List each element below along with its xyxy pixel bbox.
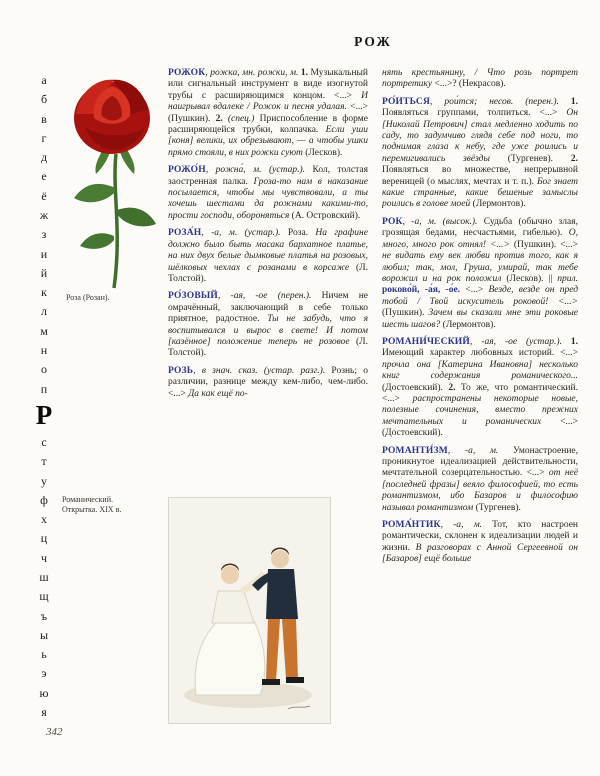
- alphabet-letter-ь: ь: [41, 647, 47, 662]
- dictionary-entry: [382, 217, 578, 331]
- dictionary-entry: [382, 337, 578, 440]
- dictionary-entry: [168, 165, 368, 222]
- entry-text-run: Приспособление в форме расширяющейся трубки, колпачка.: [168, 113, 368, 136]
- entry-text-run: (Тургенев).: [473, 502, 521, 513]
- alphabet-letter-с: с: [41, 435, 47, 450]
- entry-text-run: (Л. Толстой).: [168, 336, 368, 359]
- entry-headword: РОК: [382, 216, 403, 227]
- entry-text-run: Ты не забудь, что я воспитывался и вырос в свете! И потом [казённое] положение теперь не розовое: [168, 314, 368, 347]
- alphabet-letter-ш: ш: [39, 570, 49, 585]
- alphabet-letter-ч: ч: [40, 550, 48, 565]
- alphabet-letter-ж: ж: [39, 207, 49, 222]
- entry-text-run: , рожна́, м. (устар.).: [205, 165, 313, 176]
- entry-text-run: В разговорах с Анной Сергеевной он [Базаров] ещё больше: [382, 542, 578, 565]
- entry-text-run: Бог знает какие странные, какие бешеные замыслы роились в голове моей: [382, 176, 578, 210]
- alphabet-letter-д: д: [40, 150, 48, 165]
- alphabet-letter-э: э: [41, 666, 47, 681]
- entry-text-run: прил.: [557, 273, 578, 284]
- entry-text-run: Тот, кто настроен романтически, склонен к идеализации людей и жизни.: [382, 520, 578, 553]
- entry-text-run: 1.: [570, 96, 578, 107]
- entry-headword: РОЗЬ: [168, 365, 194, 376]
- entry-text-run: 1.: [570, 336, 578, 347]
- entry-text-run: (Достоевский).: [382, 382, 449, 393]
- entry-text-run: , -ая, -ое (устар.).: [469, 336, 571, 347]
- entry-text-run: , -а, м. (высок.).: [402, 216, 484, 227]
- entry-text-run: роково́й, -а́я, -о́е.: [382, 285, 461, 296]
- entry-text-run: Умонастроение, проникнутое идеализацией действительности, мечтательной созерцательностью. <...>: [382, 445, 578, 479]
- rose-image: [54, 70, 168, 290]
- alphabet-letter-ф: ф: [40, 492, 48, 507]
- alphabet-letter-н: н: [40, 342, 48, 357]
- entry-headword: РОЖО́К: [168, 68, 206, 78]
- dictionary-entry: [168, 228, 368, 285]
- entry-text-run: (Пушкин).: [382, 308, 429, 319]
- entry-headword: РОМА́НТИК: [382, 520, 441, 531]
- dictionary-entry: [382, 446, 578, 514]
- alphabet-letter-ц: ц: [40, 531, 48, 546]
- entry-text-run: 1.: [300, 68, 311, 78]
- entry-text-run: распространены некоторые новые, полезные сочинения, вместо прежних мечтательных и романических: [382, 393, 578, 427]
- entry-text-run: , -а, м. (устар.).: [201, 228, 288, 239]
- entry-text-run: , -а, м.: [447, 445, 513, 456]
- alphabet-letter-а: а: [41, 73, 47, 87]
- alphabet-letter-о: о: [41, 362, 47, 377]
- entry-headword: РОЖО́Н: [168, 165, 206, 176]
- entry-text-run: Он [Николай Петрович] стал медленно ходить по саду, то задумчиво глядя себе под ноги, то поднимая глаза к небу, где уже роились и перемигивались звёзды: [382, 108, 578, 164]
- rose-illustration: [54, 70, 168, 290]
- entry-headword: РОМАНИ́ЧЕСКИЙ: [382, 336, 470, 347]
- alphabet-letter-й: й: [40, 265, 48, 280]
- entry-text-run: (Тургенев).: [489, 153, 571, 164]
- entry-text-run: Появляться во множестве, непрерывной вереницей (о мыслях, мечтах и т. п.).: [382, 165, 578, 187]
- alphabet-letter-в: в: [41, 111, 47, 126]
- postcard-caption: [62, 495, 162, 515]
- entry-text-run: 2.: [215, 113, 228, 124]
- entry-text-run: (Пушкин). <...>: [509, 239, 578, 250]
- entry-text-run: от неё [последней фразы] веяло философией, то есть романтизмом, ибо Базаров и философию называл романтизмом: [382, 468, 578, 513]
- entry-text-run: <...>: [460, 285, 489, 296]
- left-column: [168, 68, 368, 496]
- entry-text-run: нять крестьянину, / Что розь портрет портретику: [382, 68, 578, 90]
- postcard-illustration: [168, 497, 331, 724]
- alphabet-letter-т: т: [41, 454, 47, 469]
- alphabet-letter-щ: щ: [39, 589, 49, 604]
- entry-text-run: Имеющий характер любовных историй. <...>: [382, 348, 578, 359]
- entry-text-run: Кол, толстая заостренная палка.: [168, 165, 368, 187]
- entry-text-run: (Лермонтов).: [440, 319, 496, 330]
- alphabet-letter-ы: ы: [39, 627, 49, 642]
- entry-text-run: 2.: [570, 153, 578, 164]
- alphabet-letter-л: л: [41, 304, 47, 319]
- entry-text-run: не видать ему век любви против того, как я любил; так, мол, Груша, умирай, так тебе ворожил и на рок положил: [382, 251, 578, 284]
- alphabet-letter-ё: ё: [41, 188, 47, 203]
- entry-text-run: , в знач. сказ. (устар. разг.).: [193, 365, 332, 376]
- entry-text-run: То же, что романтический. <...>: [382, 382, 578, 404]
- entry-headword: РОМАНТИ́ЗМ: [382, 445, 448, 456]
- page-header: РОЖ: [354, 34, 392, 49]
- entry-text-run: (Лесков). ||: [501, 273, 558, 284]
- alphabet-letter-у: у: [41, 473, 47, 488]
- entry-text-run: , -а, м.: [440, 520, 493, 531]
- dictionary-entry: [382, 68, 578, 91]
- entry-text-run: прочла она [Катерина Ивановна] несколько книг содержания романического...: [382, 359, 578, 382]
- entry-text-run: Ничем не омрачённый, заключающий в себе только приятное, радостное.: [168, 291, 368, 325]
- entry-text-run: О, много, много рок отнял! <...>: [382, 228, 578, 250]
- entry-text-run: Везде, везде он пред тобой / Твой искуситель роковой! <...>: [382, 285, 578, 307]
- dictionary-entry: [382, 520, 578, 566]
- alphabet-letter-и: и: [40, 246, 48, 261]
- entry-text-run: Гроза-то нам в наказание посылается, чтобы мы чувствовали, а ты хочешь шестами да рожнами какими-то, прости господи, обороняться: [168, 176, 368, 221]
- entry-text-run: Судьба (обычно злая, грозящая бедами, несчастьями, гибелью).: [382, 216, 578, 239]
- alphabet-letter-ю: ю: [39, 685, 49, 700]
- entry-text-run: Да как ещё по-: [188, 388, 248, 399]
- alphabet-letter-м: м: [40, 323, 48, 338]
- entry-text-run: (Л. Толстой).: [168, 262, 368, 284]
- entry-headword: РО́ЗОВЫЙ: [168, 291, 218, 302]
- alphabet-letter-п: п: [40, 381, 48, 396]
- entry-headword: РО́ИТЬСЯ: [382, 96, 431, 107]
- entry-text-run: <...> (Пушкин).: [168, 102, 368, 124]
- entry-text-run: (Лесков).: [302, 147, 343, 158]
- dictionary-entry: [168, 291, 368, 359]
- alphabet-letter-г: г: [41, 130, 47, 145]
- entry-text-run: На графине должно было быть масака бархатное платье, на них двух белые дымковые платья на розовых, шёлковых чехлах с розанами в корсаже: [168, 228, 368, 273]
- entry-text-run: , рои́тся; несов. (перен.).: [430, 96, 571, 107]
- dictionary-entry: [168, 366, 368, 400]
- alphabet-letter-ъ: ъ: [40, 608, 48, 623]
- postcard-image: [168, 497, 331, 724]
- dictionary-entry: [168, 68, 368, 159]
- alphabet-letter-б: б: [40, 92, 48, 107]
- page-number: 342: [46, 726, 63, 738]
- alphabet-letter-к: к: [41, 285, 47, 300]
- alphabet-letter-е: е: [41, 169, 47, 184]
- postcard-caption-line2: Открытка. XIX в.: [62, 505, 122, 514]
- entry-text-run: Роза.: [287, 228, 316, 239]
- entry-text-run: Появляться группами, толпиться. <...>: [382, 108, 567, 119]
- entry-text-run: (спец.): [227, 113, 260, 124]
- entry-text-run: Если уши [коня] велики, их обрезывают, — а чтобы ушки прямо стояли, в них рожки суют: [168, 125, 368, 158]
- alphabet-rail: [32, 74, 56, 718]
- entry-text-run: Музыкальный или сигнальный инструмент в виде изогнутой трубы с расширяющимся концом. <...>: [168, 68, 368, 101]
- entry-text-run: , рожка́, мн. рожки́, м.: [205, 68, 301, 78]
- entry-text-run: (А. Островский).: [289, 210, 361, 221]
- alphabet-letter-з: з: [41, 227, 47, 242]
- alphabet-letter-я: я: [41, 705, 47, 719]
- rose-caption: Роза (Розан).: [66, 293, 110, 302]
- entry-text-run: Рознь; о различии, разнице между кем-либо, чем-либо. <...>: [168, 365, 368, 399]
- entry-text-run: И наигрывал вдалеке / Рожок и песня удалая.: [168, 90, 368, 113]
- alphabet-letter-х: х: [41, 512, 47, 527]
- postcard-caption-line1: Романический.: [62, 495, 113, 504]
- entry-text-run: , -ая, -ое (перен.).: [218, 291, 322, 302]
- entry-headword: РОЗА́Н: [168, 228, 202, 239]
- alphabet-letter-Р: Р: [35, 399, 53, 430]
- entry-text-run: <...>? (Некрасов).: [432, 79, 506, 90]
- entry-text-run: 2.: [448, 382, 461, 393]
- entry-text-run: Зачем вы сказали мне эти роковые шесть шагов?: [382, 308, 578, 330]
- entry-text-run: (Лермонтов).: [470, 199, 526, 210]
- entry-text-run: <...> (Достоевский).: [382, 416, 578, 439]
- right-column: [382, 68, 578, 750]
- dictionary-entry: [382, 97, 578, 211]
